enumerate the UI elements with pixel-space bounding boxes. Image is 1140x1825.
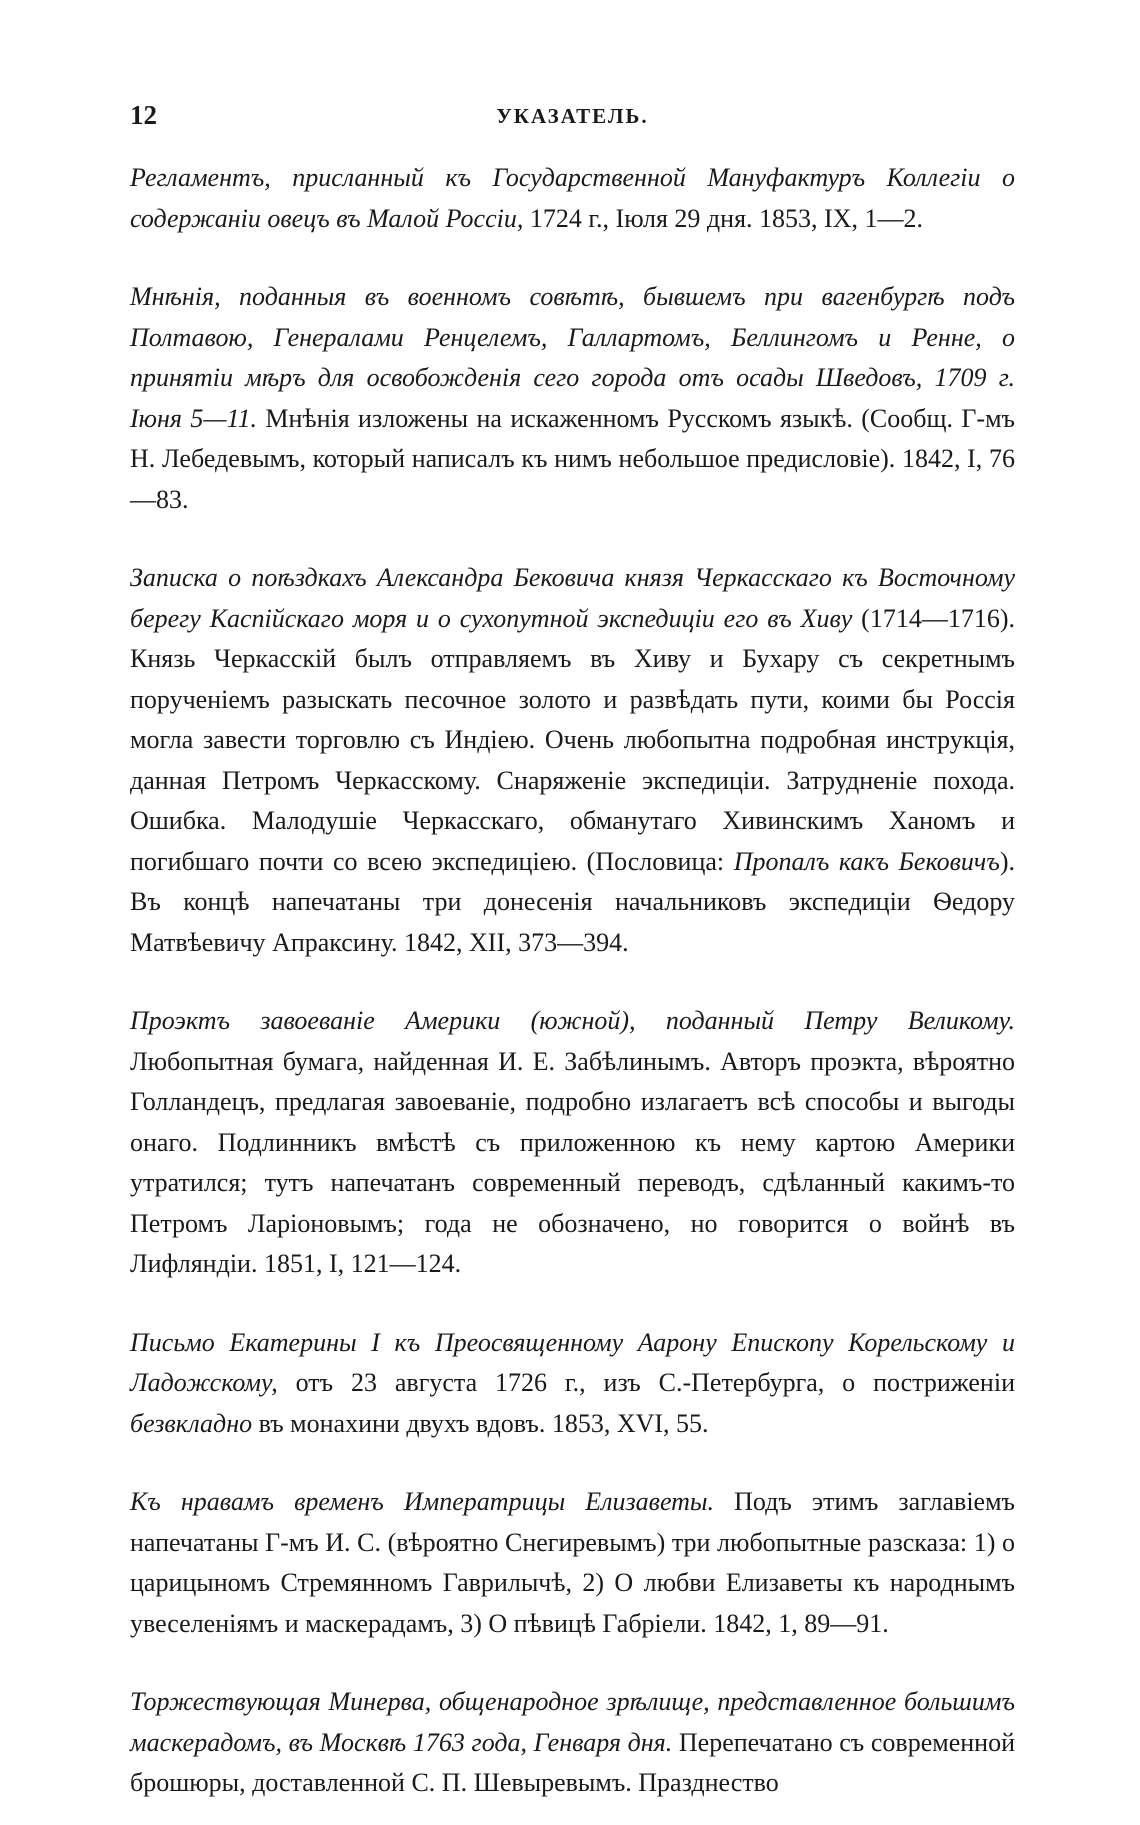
index-entry — [130, 277, 1015, 520]
index-entry — [130, 1482, 1015, 1644]
index-entry — [130, 1001, 1015, 1285]
entry-title: Письмо Екатерины I къ Преосвященному Аарону Епископу Корельскому и Ладожскому, — [130, 1327, 1015, 1397]
index-entry — [130, 1323, 1015, 1445]
index-entries — [130, 158, 1015, 1804]
index-entry — [130, 558, 1015, 963]
entry-text: (1714—1716). Князь Черкасскій былъ отправляемъ въ Хиву и Бухару съ секретнымъ порученіемъ разыскать песочное золото и развѣдать пути, коими бы Россія могла завести торговлю съ Индіею. Очень любопытна подробная инструкція, данная Петромъ Черкасскому. Снаряженіе экспедиціи. Затрудненіе похода. Ошибка. Малодушіе Черкасскаго, обманутаго Хивинскимъ Ханомъ и погибшаго почти со всею экспедиціею. (Пословица: — [130, 603, 1015, 876]
entry-text: Любопытная бумага, найденная И. Е. Забѣлинымъ. Авторъ проэкта, вѣроятно Голландецъ, предлагая завоеваніе, подробно излагаетъ всѣ способы и выгоды онаго. Подлинникъ вмѣстѣ съ приложенною къ нему картою Америки утратился; тутъ напечатанъ современный переводъ, сдѣланный какимъ-то Петромъ Ларіоновымъ; года не обозначено, но говорится о войнѣ въ Лифляндіи. 1851, I, 121—124. — [130, 1046, 1015, 1278]
entry-text: Мнѣнія изложены на искаженномъ Русскомъ языкѣ. (Сообщ. Г-мъ Н. Лебедевымъ, который написалъ къ нимъ небольшое предисловіе). 1842, I, 76—83. — [130, 403, 1015, 514]
entry-title: Регламентъ, присланный къ Государственной Мануфактуръ Коллегіи о содержаніи овецъ въ Малой Россіи, — [130, 163, 1015, 233]
entry-title: Проэктъ завоеваніе Америки (южной), поданный Петру Великому. — [130, 1006, 1015, 1035]
entry-title: Записка о поѣздкахъ Александра Бековича князя Черкасскаго къ Восточному берегу Каспійскаго моря и о сухопутной экспедиціи его въ Хиву — [130, 563, 1015, 633]
entry-text: отъ 23 августа 1726 г., изъ С.-Петербурга, о постриженіи — [277, 1368, 1015, 1397]
entry-title-continued: о принятіи мѣръ для освобожденія сего города отъ осады Шведовъ, 1709 г. Іюня 5—11. — [130, 322, 1015, 433]
page-number: 12 — [130, 100, 157, 130]
entry-title: Къ нравамъ временъ Императрицы Елизаветы. — [130, 1487, 715, 1516]
index-entry — [130, 1682, 1015, 1804]
entry-text: 1724 г., Іюля 29 дня. 1853, IX, 1—2. — [523, 203, 923, 233]
proverb-text: Пропалъ какъ Бековичъ — [733, 846, 1000, 876]
page-header — [130, 100, 1015, 136]
entry-title: Торжествующая Минерва, общенародное зрѣлище, представленное большимъ маскерадомъ, въ Москвѣ 1763 года, Генваря дня. — [130, 1687, 1015, 1757]
index-entry — [130, 158, 1015, 239]
entry-title: Мнѣнія, поданныя въ военномъ совѣтѣ, бывшемъ при вагенбургѣ подъ Полтавою, Генералами Ренцелемъ, Галлартомъ, Беллингомъ и Ренне, — [130, 282, 1015, 352]
italic-term: безвкладно — [130, 1408, 253, 1438]
running-head: УКАЗАТЕЛЬ. — [496, 104, 649, 128]
entry-text-continued: въ монахини двухъ вдовъ. 1853, XVI, 55. — [252, 1408, 709, 1438]
entry-text: Подъ этимъ заглавіемъ напечатаны Г-мъ И. С. (вѣроятно Снегиревымъ) три любопытные разсказа: 1) о царицыномъ Стремянномъ Гаврилычѣ, 2) О любви Елизаветы къ народнымъ увеселеніямъ и маскерадамъ, 3) О пѣвицѣ Габріели. 1842, 1, 89—91. — [130, 1487, 1015, 1638]
entry-text-continued: ). Въ концѣ напечатаны три донесенія начальниковъ экспедиціи Ѳедору Матвѣевичу Апраксину. 1842, XII, 373—394. — [130, 846, 1015, 957]
entry-text: Перепечатано съ современной брошюры, доставленной С. П. Шевыревымъ. Празднество — [130, 1727, 1015, 1797]
